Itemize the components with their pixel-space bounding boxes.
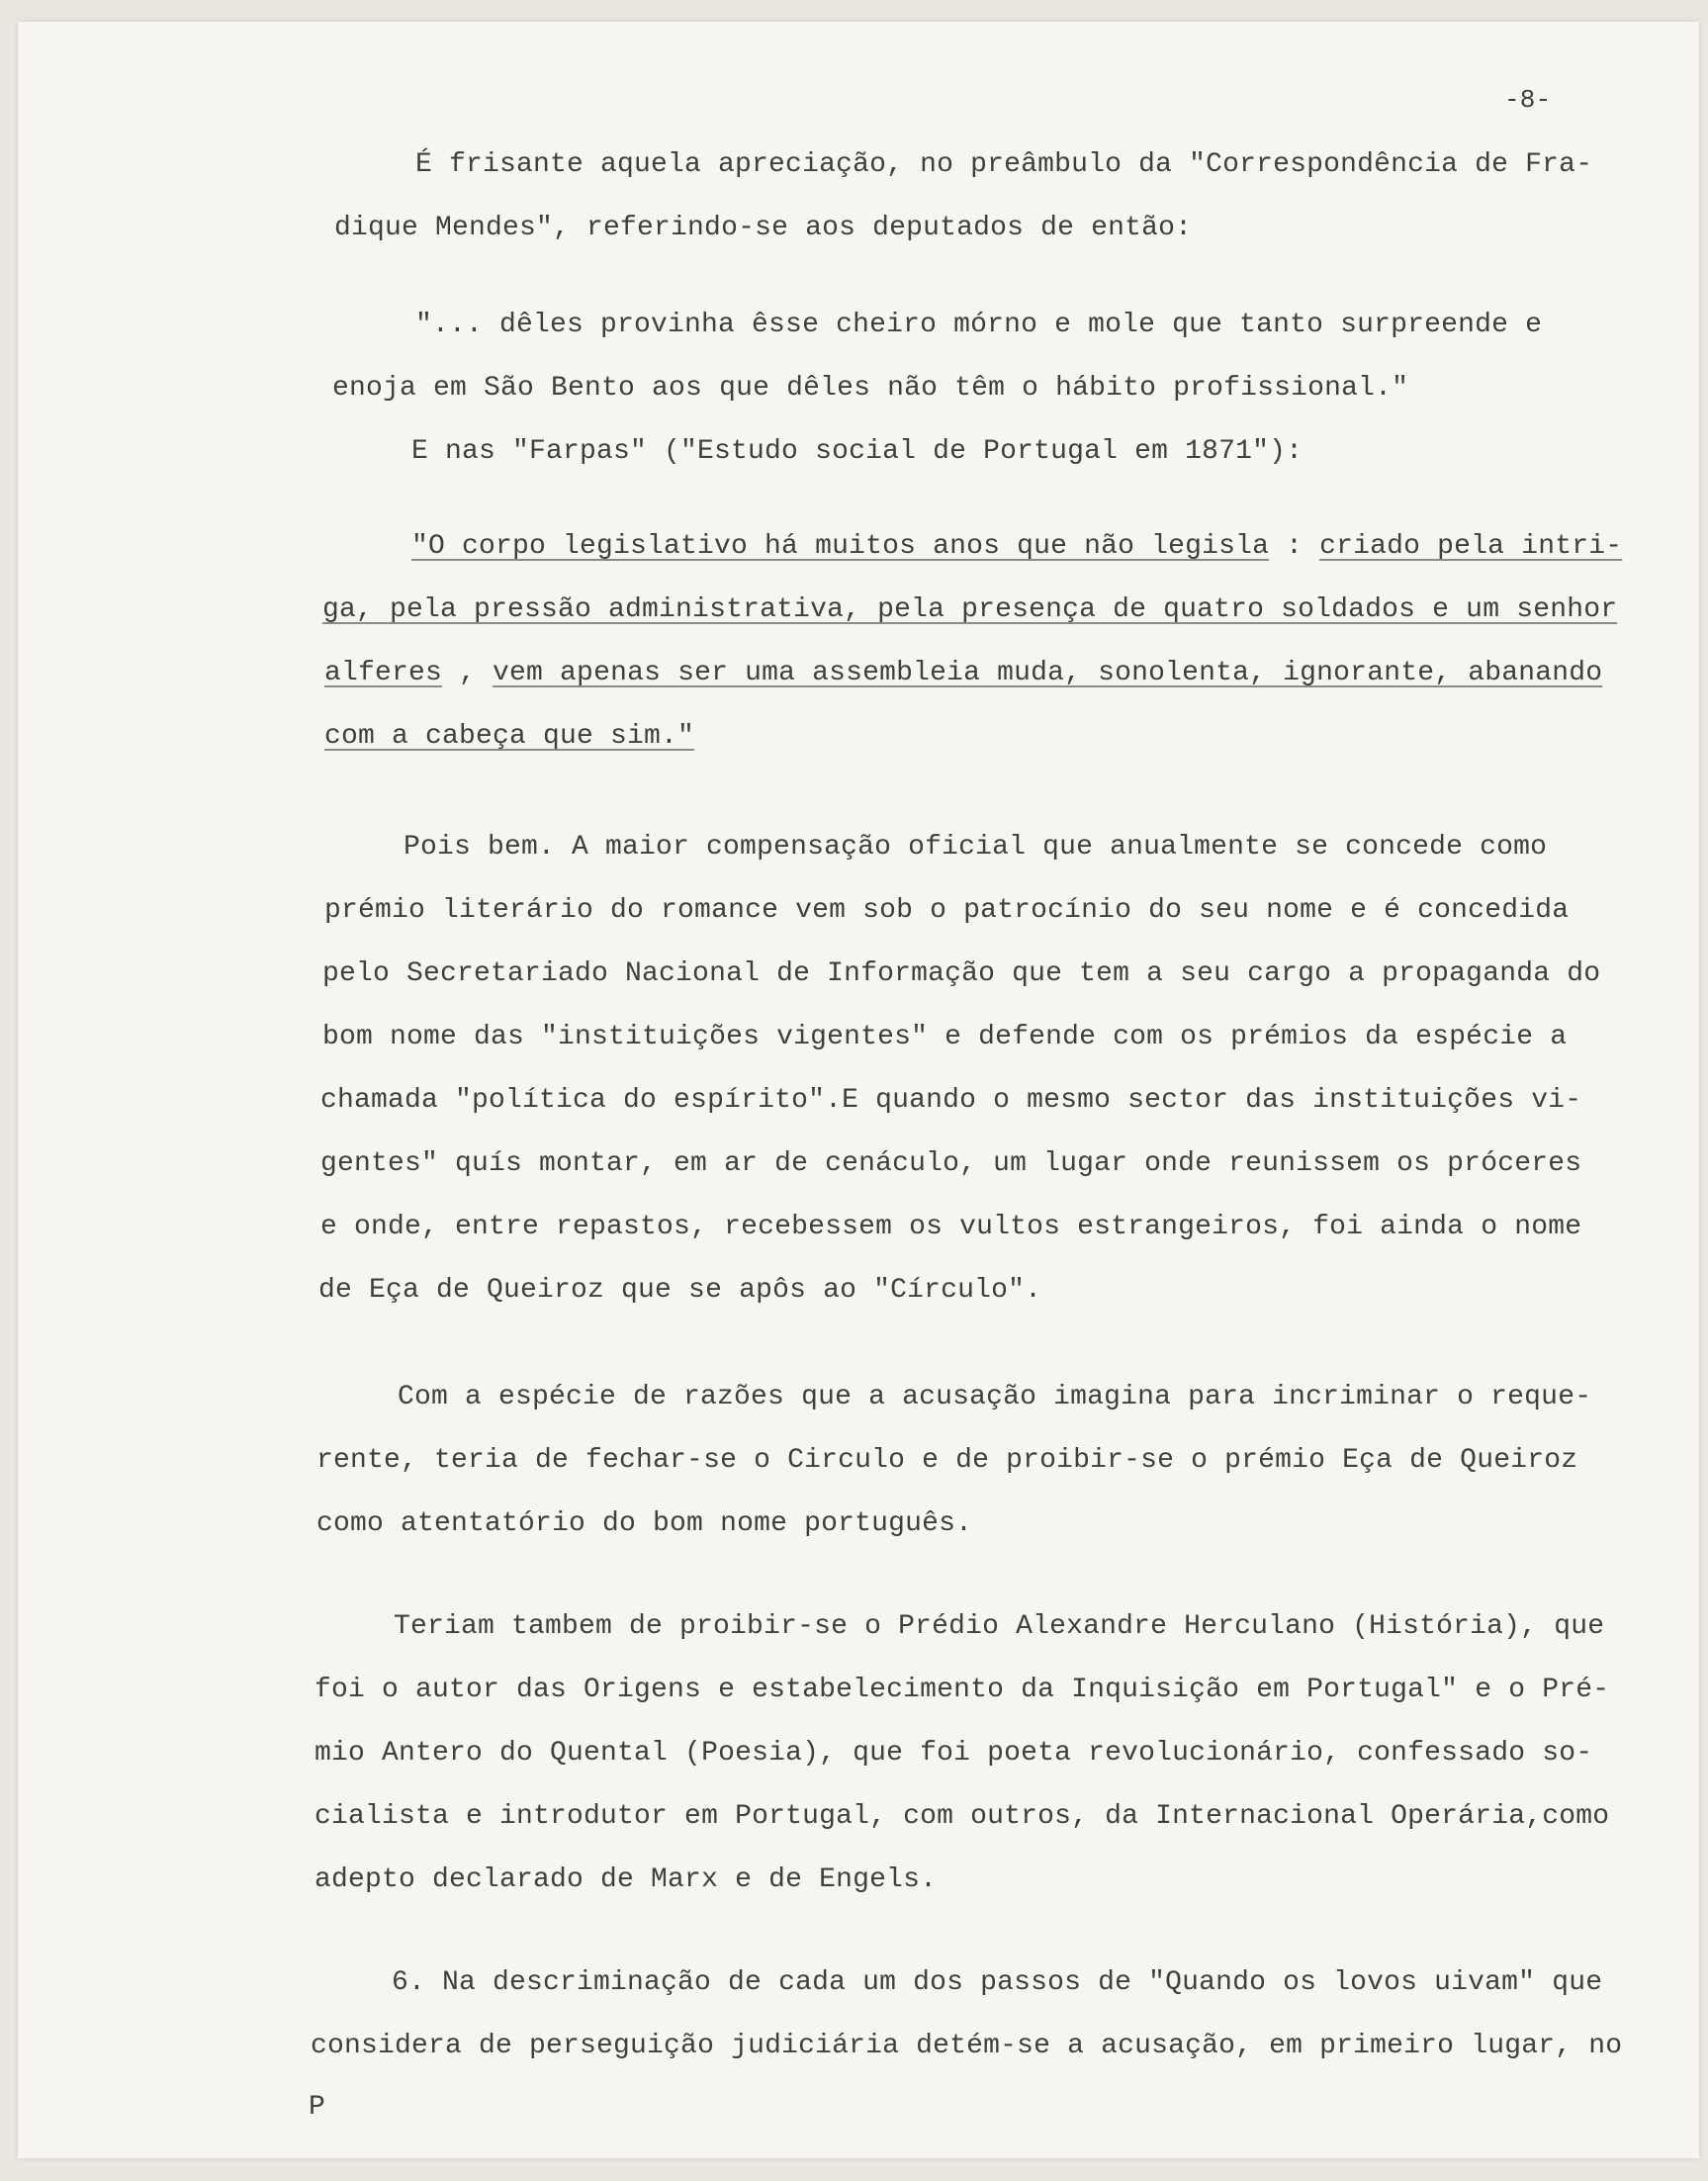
typewritten-page (18, 22, 1699, 2158)
text-line: foi o autor das Origens e estabelecimento da Inquisição em Portugal" e o Pré- (315, 1675, 1610, 1705)
underlined-quote-line (411, 530, 1622, 564)
text-line: Teriam tambem de proibir-se o Prédio Alexandre Herculano (História), que (394, 1611, 1605, 1642)
underlined-quote-line: com a cabeça que sim." (324, 721, 695, 752)
page-number: -8- (1504, 85, 1552, 115)
text-line: como atentatório do bom nome português. (316, 1508, 973, 1539)
text-line: considera de perseguição judiciária detém-se a acusação, em primeiro lugar, no (311, 2031, 1623, 2061)
footer-mark: P (309, 2092, 326, 2123)
text-line: rente, teria de fechar-se o Circulo e de proibir-se o prémio Eça de Queiroz (316, 1445, 1578, 1476)
text-line: e onde, entre repastos, recebessem os vultos estrangeiros, foi ainda o nome (320, 1212, 1582, 1242)
text-line: gentes" quís montar, em ar de cenáculo, um lugar onde reunissem os próceres (320, 1148, 1582, 1179)
underlined-text: vem apenas ser uma assembleia muda, sonolenta, ignorante, abanando (493, 658, 1603, 688)
quote-line: enoja em São Bento aos que dêles não têm o hábito profissional." (332, 373, 1409, 404)
text-line: 6. Na descriminação de cada um dos passos de "Quando os lovos uivam" que (392, 1967, 1603, 1998)
text-line: Pois bem. A maior compensação oficial que anualmente se concede como (404, 832, 1548, 863)
underlined-text: "O corpo legislativo há muitos anos que não legisla (411, 531, 1270, 562)
text-line: de Eça de Queiroz que se apôs ao "Círculo". (318, 1275, 1042, 1306)
quote-line: "... dêles provinha êsse cheiro mórno e mole que tanto surpreende e (415, 310, 1543, 340)
underlined-quote-line (324, 657, 1602, 690)
text-line: É frisante aquela apreciação, no preâmbulo da "Correspondência de Fra- (415, 149, 1593, 180)
separator: , (442, 658, 494, 688)
text-line: chamada "política do espírito".E quando o mesmo sector das instituições vi- (320, 1085, 1582, 1116)
text-line: cialista e introdutor em Portugal, com outros, da Internacional Operária,como (315, 1801, 1610, 1832)
separator: : (1269, 531, 1320, 562)
underlined-text: alferes (324, 658, 443, 688)
underlined-text: criado pela intri- (1319, 531, 1623, 562)
text-line: mio Antero do Quental (Poesia), que foi poeta revolucionário, confessado so- (315, 1738, 1593, 1769)
text-line: pelo Secretariado Nacional de Informação que tem a seu cargo a propaganda do (322, 958, 1601, 989)
underlined-quote-line: ga, pela pressão administrativa, pela presença de quatro soldados e um senhor (322, 594, 1618, 625)
text-line: adepto declarado de Marx e de Engels. (315, 1864, 938, 1895)
text-line: Com a espécie de razões que a acusação imagina para incriminar o reque- (398, 1382, 1592, 1412)
text-line: dique Mendes", referindo-se aos deputados de então: (334, 213, 1193, 243)
text-line: E nas "Farpas" ("Estudo social de Portugal em 1871"): (411, 436, 1303, 467)
text-line: bom nome das "instituições vigentes" e defende com os prémios da espécie a (322, 1022, 1568, 1052)
text-line: prémio literário do romance vem sob o patrocínio do seu nome e é concedida (324, 895, 1570, 926)
